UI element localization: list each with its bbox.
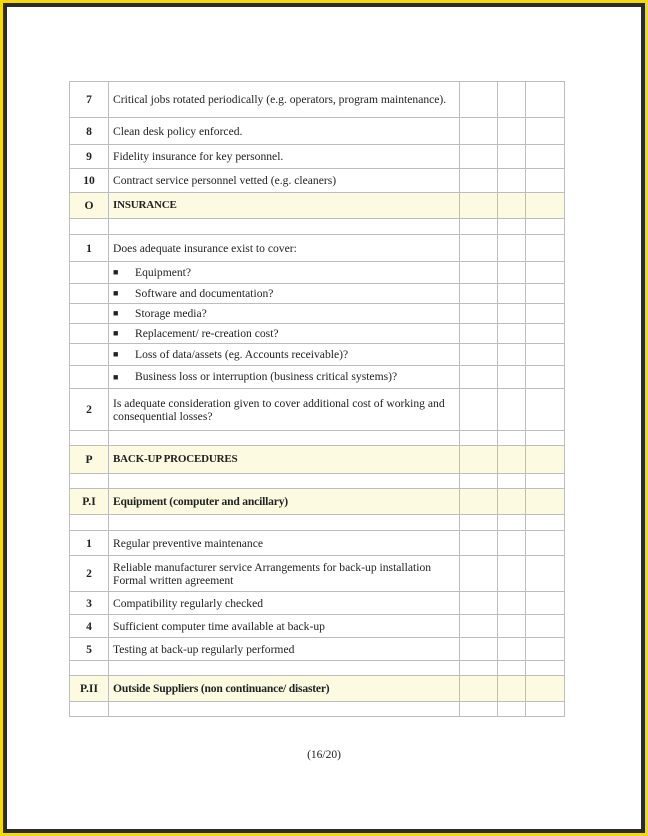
table-row bbox=[70, 389, 565, 431]
item-number bbox=[70, 219, 109, 235]
bullet-item bbox=[109, 262, 460, 284]
item-number: 10 bbox=[70, 169, 109, 193]
check-cell-1[interactable] bbox=[460, 515, 498, 531]
bullet-item bbox=[109, 304, 460, 324]
check-cell-3[interactable] bbox=[526, 284, 565, 304]
check-cell-3[interactable] bbox=[526, 304, 565, 324]
section-letter: O bbox=[70, 193, 109, 219]
check-cell-1[interactable] bbox=[460, 169, 498, 193]
item-number bbox=[70, 702, 109, 717]
check-cell-2[interactable] bbox=[498, 304, 526, 324]
check-cell-1[interactable] bbox=[460, 118, 498, 145]
bullet-icon: ■ bbox=[113, 371, 119, 382]
item-number bbox=[70, 304, 109, 324]
item-description: Does adequate insurance exist to cover: bbox=[109, 235, 460, 262]
check-cell-3[interactable] bbox=[526, 169, 565, 193]
item-description bbox=[109, 431, 460, 446]
item-number: 5 bbox=[70, 638, 109, 661]
check-cell-1[interactable] bbox=[460, 389, 498, 431]
item-number bbox=[70, 661, 109, 676]
check-cell-2[interactable] bbox=[498, 531, 526, 556]
item-number: 3 bbox=[70, 592, 109, 615]
check-cell-1[interactable] bbox=[460, 145, 498, 169]
empty-row bbox=[70, 219, 565, 235]
check-cell-2[interactable] bbox=[498, 556, 526, 592]
bullet-row bbox=[70, 262, 565, 284]
bullet-text: Equipment? bbox=[135, 265, 192, 279]
section-row bbox=[70, 193, 565, 219]
item-number: 2 bbox=[70, 389, 109, 431]
check-cell-3[interactable] bbox=[526, 489, 565, 515]
bullet-row bbox=[70, 344, 565, 366]
page-number: (16/20) bbox=[307, 749, 341, 761]
bullet-icon: ■ bbox=[113, 349, 119, 360]
table-row bbox=[70, 82, 565, 118]
check-cell-1[interactable] bbox=[460, 284, 498, 304]
check-cell-1[interactable] bbox=[460, 489, 498, 515]
check-cell-3[interactable] bbox=[526, 193, 565, 219]
item-number bbox=[70, 284, 109, 304]
check-cell-3[interactable] bbox=[526, 661, 565, 676]
item-number bbox=[70, 515, 109, 531]
item-description bbox=[109, 661, 460, 676]
item-description: Sufficient computer time available at back-up bbox=[109, 615, 460, 638]
check-cell-1[interactable] bbox=[460, 531, 498, 556]
check-cell-2[interactable] bbox=[498, 169, 526, 193]
bullet-text: Software and documentation? bbox=[135, 286, 274, 300]
bullet-row bbox=[70, 366, 565, 389]
subsection-number: P.I bbox=[70, 489, 109, 515]
bullet-icon: ■ bbox=[113, 267, 119, 278]
subsection-title: Outside Suppliers (non continuance/ disaster) bbox=[109, 676, 460, 702]
check-cell-2[interactable] bbox=[498, 676, 526, 702]
check-cell-1[interactable] bbox=[460, 219, 498, 235]
check-cell-2[interactable] bbox=[498, 219, 526, 235]
check-cell-3[interactable] bbox=[526, 474, 565, 489]
bullet-row bbox=[70, 324, 565, 344]
check-cell-3[interactable] bbox=[526, 118, 565, 145]
bullet-item bbox=[109, 284, 460, 304]
check-cell-3[interactable] bbox=[526, 676, 565, 702]
bullet-icon: ■ bbox=[113, 308, 119, 319]
item-description: Contract service personnel vetted (e.g. cleaners) bbox=[109, 169, 460, 193]
empty-row bbox=[70, 515, 565, 531]
table-row bbox=[70, 556, 565, 592]
item-number bbox=[70, 366, 109, 389]
bullet-item bbox=[109, 324, 460, 344]
item-description: Clean desk policy enforced. bbox=[109, 118, 460, 145]
check-cell-3[interactable] bbox=[526, 344, 565, 366]
item-description: Testing at back-up regularly performed bbox=[109, 638, 460, 661]
check-cell-2[interactable] bbox=[498, 366, 526, 389]
item-description bbox=[109, 702, 460, 717]
check-cell-1[interactable] bbox=[460, 304, 498, 324]
item-description bbox=[109, 474, 460, 489]
check-cell-2[interactable] bbox=[498, 118, 526, 145]
table-row bbox=[70, 145, 565, 169]
section-letter: P bbox=[70, 446, 109, 474]
check-cell-1[interactable] bbox=[460, 592, 498, 615]
section-title: BACK-UP PROCEDURES bbox=[109, 446, 460, 474]
item-number: 4 bbox=[70, 615, 109, 638]
bullet-text: Replacement/ re-creation cost? bbox=[135, 326, 279, 340]
check-cell-2[interactable] bbox=[498, 193, 526, 219]
bullet-row bbox=[70, 304, 565, 324]
item-description: Reliable manufacturer service Arrangements for back-up installation Formal written agreement bbox=[109, 556, 460, 592]
bullet-icon: ■ bbox=[113, 288, 119, 299]
check-cell-2[interactable] bbox=[498, 702, 526, 717]
bullet-item bbox=[109, 366, 460, 389]
subsection-row bbox=[70, 489, 565, 515]
item-number: 7 bbox=[70, 82, 109, 118]
table-row bbox=[70, 169, 565, 193]
item-description: Critical jobs rotated periodically (e.g. operators, program maintenance). bbox=[109, 82, 460, 118]
item-number: 9 bbox=[70, 145, 109, 169]
empty-row bbox=[70, 474, 565, 489]
check-cell-2[interactable] bbox=[498, 145, 526, 169]
check-cell-3[interactable] bbox=[526, 515, 565, 531]
check-cell-2[interactable] bbox=[498, 489, 526, 515]
table-row bbox=[70, 615, 565, 638]
check-cell-2[interactable] bbox=[498, 324, 526, 344]
empty-row bbox=[70, 431, 565, 446]
check-cell-3[interactable] bbox=[526, 145, 565, 169]
check-cell-2[interactable] bbox=[498, 235, 526, 262]
check-cell-3[interactable] bbox=[526, 262, 565, 284]
check-cell-1[interactable] bbox=[460, 446, 498, 474]
check-cell-1[interactable] bbox=[460, 235, 498, 262]
item-number bbox=[70, 344, 109, 366]
bullet-icon: ■ bbox=[113, 328, 119, 339]
check-cell-3[interactable] bbox=[526, 446, 565, 474]
check-cell-1[interactable] bbox=[460, 324, 498, 344]
check-cell-1[interactable] bbox=[460, 82, 498, 118]
subsection-title: Equipment (computer and ancillary) bbox=[109, 489, 460, 515]
check-cell-2[interactable] bbox=[498, 615, 526, 638]
item-number bbox=[70, 431, 109, 446]
item-number: 1 bbox=[70, 531, 109, 556]
check-cell-1[interactable] bbox=[460, 638, 498, 661]
subsection-number: P.II bbox=[70, 676, 109, 702]
item-description: Is adequate consideration given to cover additional cost of working and consequential losses? bbox=[109, 389, 460, 431]
subsection-row bbox=[70, 676, 565, 702]
check-cell-3[interactable] bbox=[526, 615, 565, 638]
check-cell-3[interactable] bbox=[526, 219, 565, 235]
check-cell-1[interactable] bbox=[460, 431, 498, 446]
item-number bbox=[70, 324, 109, 344]
item-number bbox=[70, 262, 109, 284]
check-cell-3[interactable] bbox=[526, 592, 565, 615]
check-cell-1[interactable] bbox=[460, 702, 498, 717]
check-cell-2[interactable] bbox=[498, 431, 526, 446]
check-cell-2[interactable] bbox=[498, 446, 526, 474]
check-cell-1[interactable] bbox=[460, 661, 498, 676]
check-cell-2[interactable] bbox=[498, 661, 526, 676]
check-cell-1[interactable] bbox=[460, 556, 498, 592]
check-cell-3[interactable] bbox=[526, 431, 565, 446]
check-cell-2[interactable] bbox=[498, 592, 526, 615]
table-row bbox=[70, 638, 565, 661]
bullet-text: Loss of data/assets (eg. Accounts receivable)? bbox=[135, 347, 349, 361]
bullet-item bbox=[109, 344, 460, 366]
check-cell-1[interactable] bbox=[460, 193, 498, 219]
checklist-table bbox=[69, 81, 565, 717]
check-cell-3[interactable] bbox=[526, 556, 565, 592]
item-number bbox=[70, 474, 109, 489]
check-cell-2[interactable] bbox=[498, 82, 526, 118]
check-cell-2[interactable] bbox=[498, 515, 526, 531]
item-description bbox=[109, 219, 460, 235]
check-cell-2[interactable] bbox=[498, 262, 526, 284]
bullet-text: Storage media? bbox=[135, 306, 207, 320]
check-cell-2[interactable] bbox=[498, 389, 526, 431]
table-row bbox=[70, 592, 565, 615]
check-cell-2[interactable] bbox=[498, 284, 526, 304]
item-number: 1 bbox=[70, 235, 109, 262]
check-cell-2[interactable] bbox=[498, 344, 526, 366]
item-description bbox=[109, 515, 460, 531]
table-row bbox=[70, 235, 565, 262]
check-cell-2[interactable] bbox=[498, 638, 526, 661]
section-title: INSURANCE bbox=[109, 193, 460, 219]
check-cell-1[interactable] bbox=[460, 615, 498, 638]
empty-row bbox=[70, 661, 565, 676]
check-cell-3[interactable] bbox=[526, 366, 565, 389]
bullet-text: Business loss or interruption (business critical systems)? bbox=[135, 370, 398, 384]
bullet-row bbox=[70, 284, 565, 304]
check-cell-3[interactable] bbox=[526, 389, 565, 431]
check-cell-3[interactable] bbox=[526, 702, 565, 717]
check-cell-3[interactable] bbox=[526, 82, 565, 118]
table-row bbox=[70, 531, 565, 556]
section-row bbox=[70, 446, 565, 474]
item-description: Fidelity insurance for key personnel. bbox=[109, 145, 460, 169]
check-cell-3[interactable] bbox=[526, 324, 565, 344]
check-cell-1[interactable] bbox=[460, 366, 498, 389]
check-cell-3[interactable] bbox=[526, 638, 565, 661]
item-number: 8 bbox=[70, 118, 109, 145]
item-description: Regular preventive maintenance bbox=[109, 531, 460, 556]
check-cell-1[interactable] bbox=[460, 344, 498, 366]
item-description: Compatibility regularly checked bbox=[109, 592, 460, 615]
check-cell-3[interactable] bbox=[526, 235, 565, 262]
check-cell-2[interactable] bbox=[498, 474, 526, 489]
check-cell-1[interactable] bbox=[460, 474, 498, 489]
table-row bbox=[70, 118, 565, 145]
item-number: 2 bbox=[70, 556, 109, 592]
check-cell-1[interactable] bbox=[460, 676, 498, 702]
empty-row bbox=[70, 702, 565, 717]
check-cell-1[interactable] bbox=[460, 262, 498, 284]
check-cell-3[interactable] bbox=[526, 531, 565, 556]
